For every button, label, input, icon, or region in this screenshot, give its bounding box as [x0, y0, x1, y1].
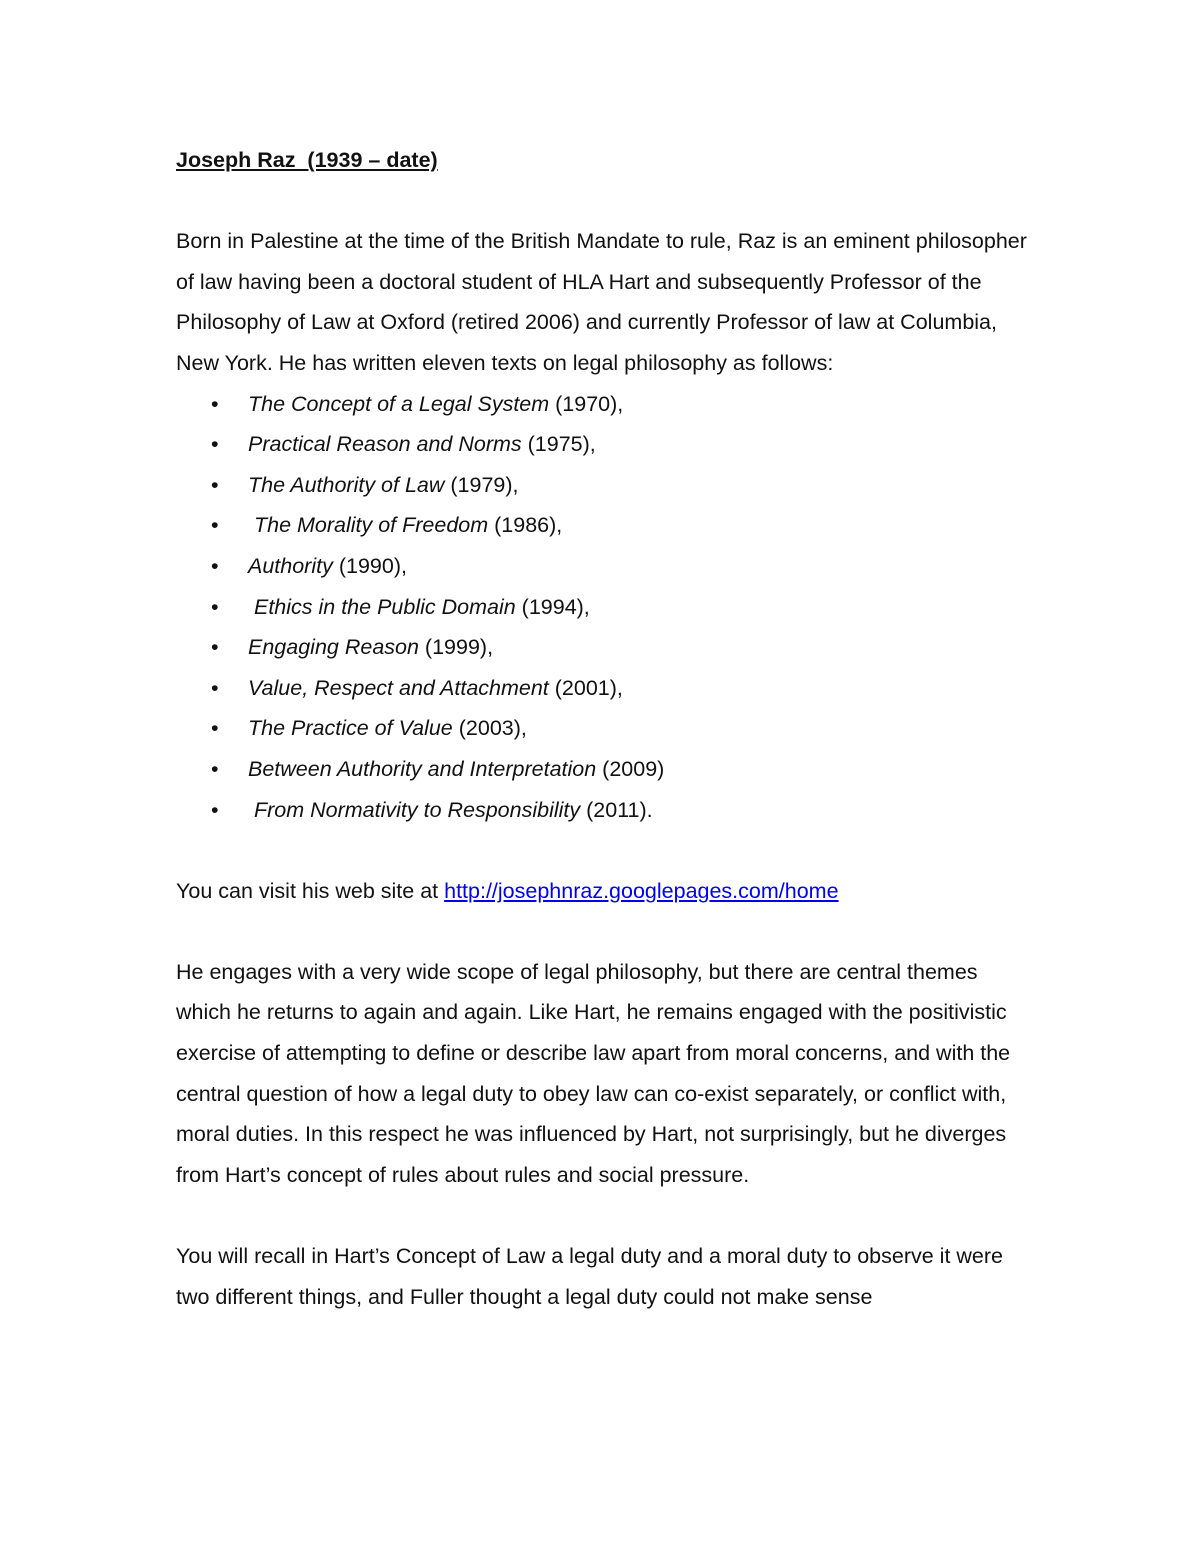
book-list-item: [176, 424, 1036, 465]
book-year: (1999),: [418, 635, 494, 660]
book-year: (1975),: [521, 432, 596, 457]
book-title: Practical Reason and Norms: [248, 432, 522, 457]
bullet-icon: •: [211, 513, 219, 538]
bullet-icon: •: [211, 797, 219, 822]
blank-line: [176, 830, 1036, 871]
book-title: Engaging Reason: [248, 635, 419, 660]
bullet-icon: •: [211, 594, 219, 619]
book-title: The Authority of Law: [248, 472, 445, 497]
book-list-item: [176, 384, 1036, 425]
body-paragraph: You will recall in Hart’s Concept of Law a legal duty and a moral duty to observe it were two different things, and Fuller thought a legal duty could not make sense: [176, 1244, 1003, 1309]
book-list-item: [176, 708, 1036, 749]
blank-line: [176, 1195, 1036, 1236]
bullet-icon: •: [211, 635, 219, 660]
intro-paragraph: Born in Palestine at the time of the British Mandate to rule, Raz is an eminent philosopher of law having been a doctoral student of HLA Hart and subsequently Professor of the Philosophy of Law at Oxford (retired 2006) and currently Professor of law at Columbia, New York. He has written eleven texts on legal philosophy as follows:: [176, 229, 1027, 375]
bullet-icon: •: [211, 432, 219, 457]
page-title: Joseph Raz (1939 – date): [176, 148, 438, 172]
website-paragraph: [176, 871, 1036, 912]
book-title: The Morality of Freedom: [248, 513, 489, 538]
book-year: (1994),: [515, 594, 590, 619]
bullet-icon: •: [211, 553, 219, 578]
bullet-icon: •: [211, 675, 219, 700]
book-year: (2001),: [548, 675, 623, 700]
book-list-item: [176, 505, 1036, 546]
bullet-icon: •: [211, 716, 219, 741]
book-list-item: [176, 546, 1036, 587]
website-link[interactable]: http://josephnraz.googlepages.com/home: [444, 878, 839, 903]
book-list-item: [176, 627, 1036, 668]
book-year: (2003),: [452, 716, 527, 741]
book-title: The Practice of Value: [248, 716, 453, 741]
book-list: [176, 384, 1036, 831]
book-year: (1979),: [444, 472, 519, 497]
book-title: Value, Respect and Attachment: [248, 675, 549, 700]
book-list-item: [176, 668, 1036, 709]
book-title: Authority: [248, 553, 333, 578]
blank-line: [176, 181, 1036, 222]
book-year: (1970),: [549, 391, 624, 416]
body-paragraph: He engages with a very wide scope of legal philosophy, but there are central themes which he returns to again and again. Like Hart, he remains engaged with the positivistic exercise of attempting to define or describe law apart from moral concerns, and with the central question of how a legal duty to obey law can co-exist separately, or conflict with, moral duties. In this respect he was influenced by Hart, not surprisingly, but he diverges from Hart’s concept of rules about rules and social pressure.: [176, 959, 1011, 1187]
book-title: The Concept of a Legal System: [248, 391, 550, 416]
book-list-item: [176, 587, 1036, 628]
book-year: (1990),: [332, 553, 407, 578]
bullet-icon: •: [211, 472, 219, 497]
bullet-icon: •: [211, 756, 219, 781]
book-list-item: [176, 465, 1036, 506]
website-prefix: You can visit his web site at: [176, 878, 445, 903]
document-page: [176, 140, 1036, 1317]
book-title: Between Authority and Interpretation: [248, 756, 597, 781]
book-title: From Normativity to Responsibility: [248, 797, 581, 822]
book-year: (2011).: [580, 797, 653, 822]
book-year: (1986),: [488, 513, 563, 538]
book-year: (2009): [596, 756, 665, 781]
book-list-item: [176, 790, 1036, 831]
blank-line: [176, 911, 1036, 952]
book-title: Ethics in the Public Domain: [248, 594, 516, 619]
book-list-item: [176, 749, 1036, 790]
bullet-icon: •: [211, 391, 219, 416]
